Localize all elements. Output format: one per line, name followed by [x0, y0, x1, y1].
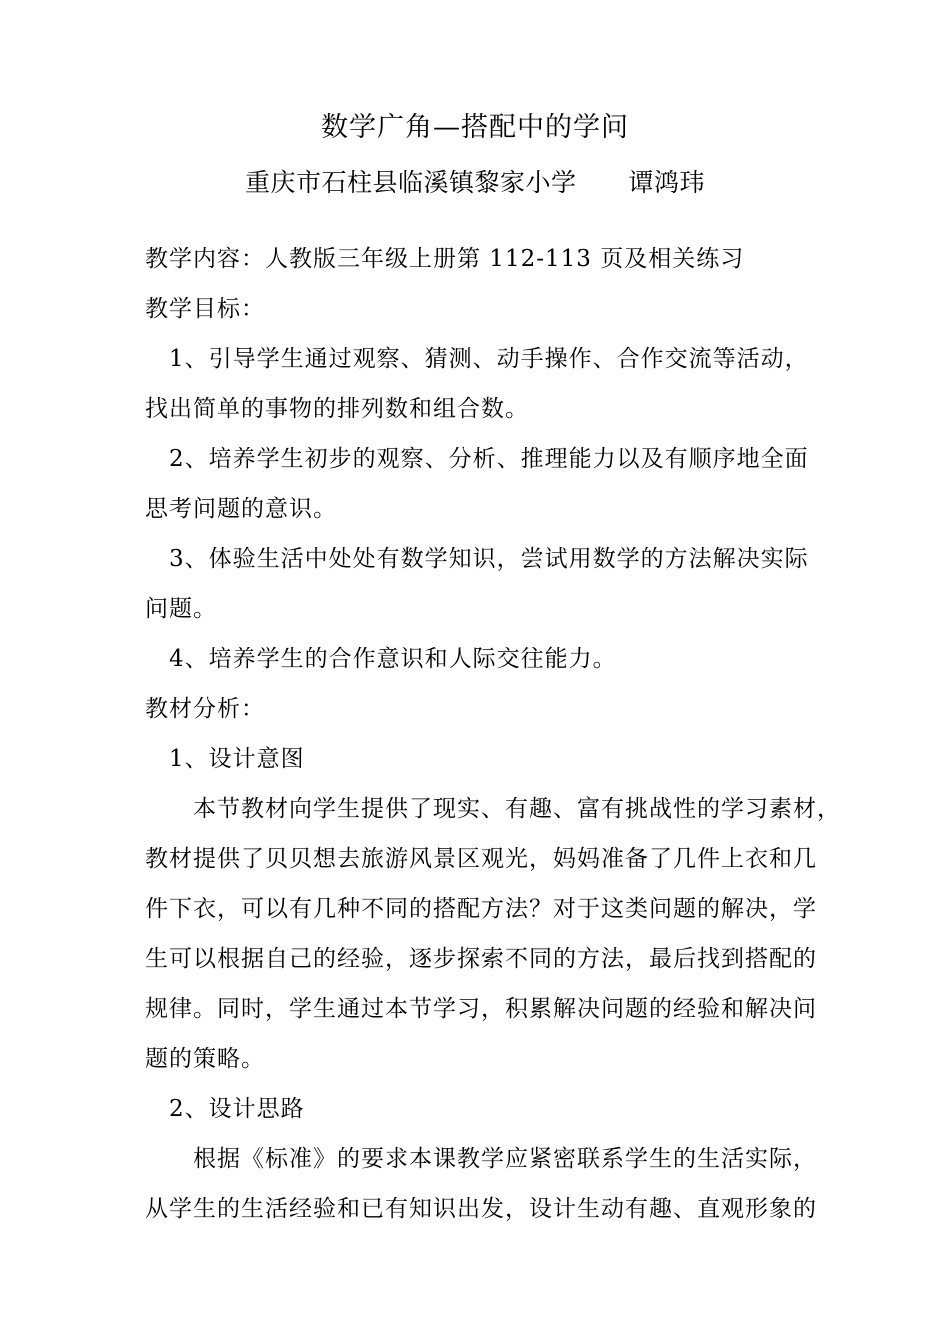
text-line: 找出简单的事物的排列数和组合数。 — [145, 396, 529, 422]
text-line: 2、培养学生初步的观察、分析、推理能力以及有顺序地全面 — [169, 446, 809, 472]
text-line: 根据《标准》的要求本课教学应紧密联系学生的生活实际， — [193, 1146, 817, 1172]
text-line: 3、体验生活中处处有数学知识，尝试用数学的方法解决实际 — [169, 546, 809, 572]
text-line: 生可以根据自己的经验，逐步探索不同的方法，最后找到搭配的 — [145, 946, 817, 972]
text-line: 件下衣，可以有几种不同的搭配方法？对于这类问题的解决，学 — [145, 896, 817, 922]
text-line: 教学内容：人教版三年级上册第 112-113 页及相关练习 — [145, 246, 745, 272]
text-line: 思考问题的意识。 — [145, 496, 337, 522]
author-line — [0, 163, 950, 203]
text-line: 题的策略。 — [145, 1046, 265, 1072]
text-line: 规律。同时，学生通过本节学习，积累解决问题的经验和解决问 — [145, 996, 817, 1022]
text-line: 问题。 — [145, 596, 217, 622]
text-line: 1、设计意图 — [169, 746, 305, 772]
text-line: 教材分析： — [145, 696, 265, 722]
text-line: 4、培养学生的合作意识和人际交往能力。 — [169, 646, 617, 672]
text-line: 1、引导学生通过观察、猜测、动手操作、合作交流等活动， — [169, 346, 809, 372]
author-name: 谭鸿玮 — [628, 168, 706, 197]
text-line: 2、设计思路 — [169, 1096, 305, 1122]
text-line: 教材提供了贝贝想去旅游风景区观光，妈妈准备了几件上衣和几 — [145, 846, 817, 872]
document-title: 数学广角—搭配中的学问 — [321, 112, 629, 143]
author-school: 重庆市石柱县临溪镇黎家小学 — [244, 168, 577, 197]
text-line: 从学生的生活经验和已有知识出发，设计生动有趣、直观形象的 — [145, 1196, 817, 1222]
text-line: 本节教材向学生提供了现实、有趣、富有挑战性的学习素材， — [193, 796, 841, 822]
text-line: 教学目标： — [145, 296, 265, 322]
